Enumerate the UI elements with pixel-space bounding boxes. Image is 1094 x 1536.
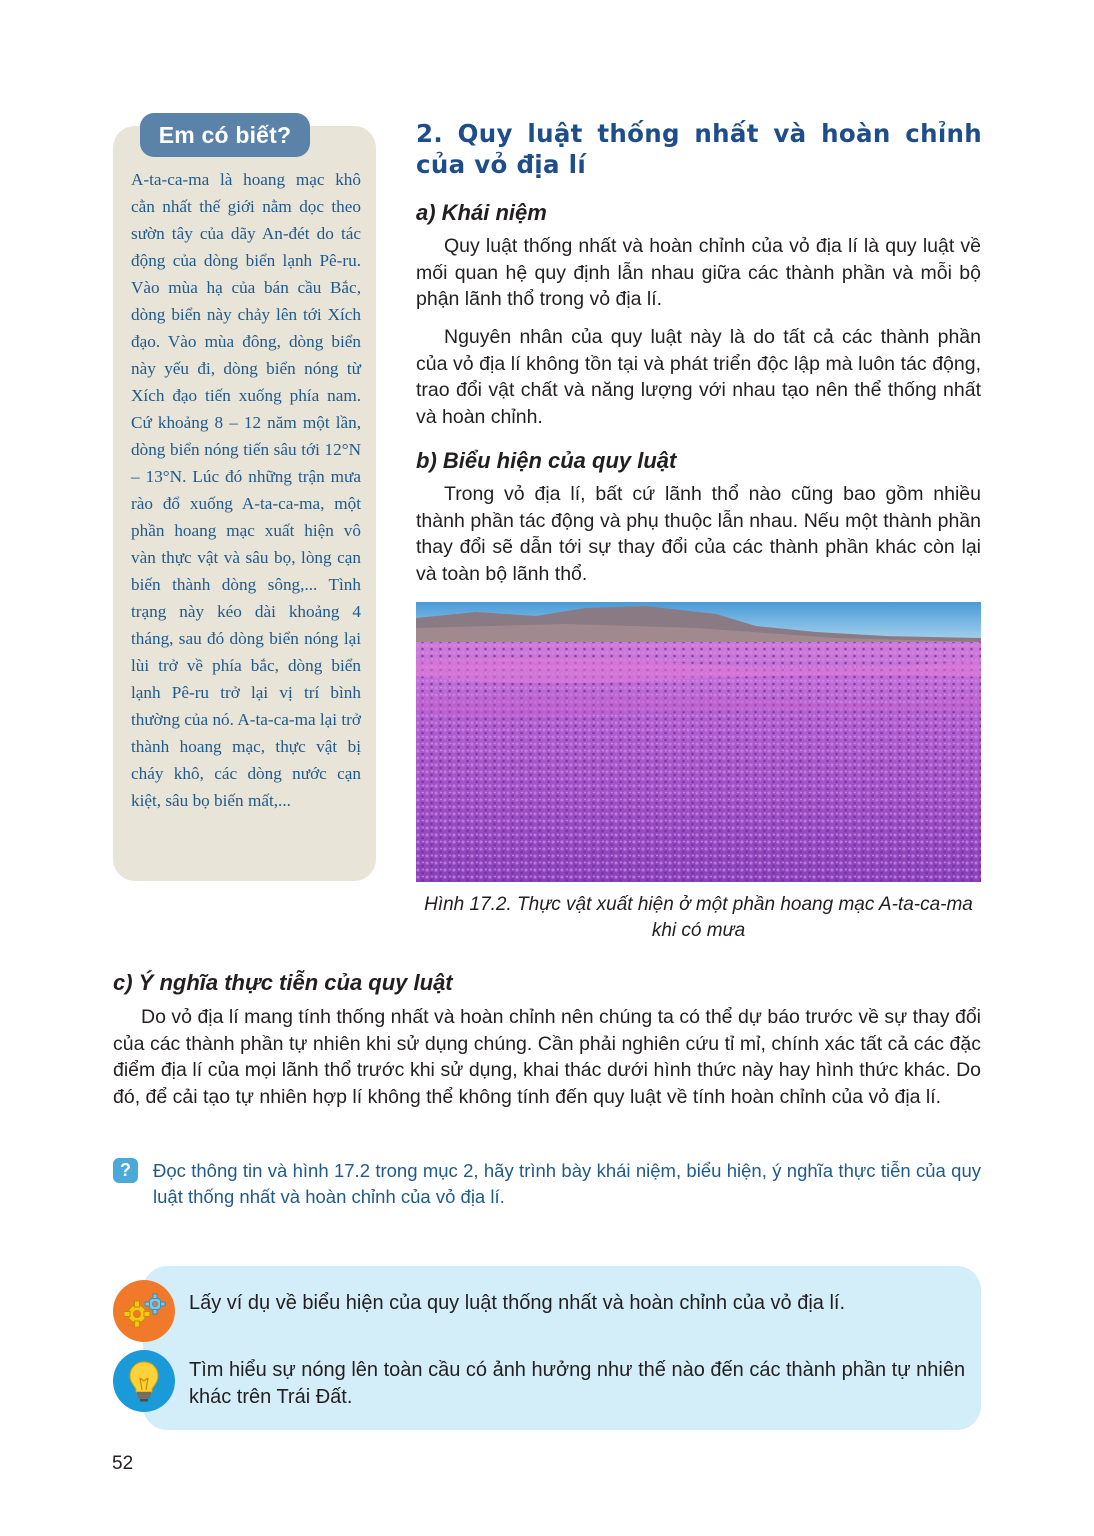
page-number: 52 <box>112 1453 134 1474</box>
gears-icon <box>113 1280 175 1342</box>
section-title: 2. Quy luật thống nhất và hoàn chỉnh của vỏ địa lí <box>416 119 982 179</box>
paragraph-b1: Trong vỏ địa lí, bất cứ lãnh thổ nào cũng bao gồm nhiều thành phần tác động và phụ thuộc lẫn nhau. Nếu một thành phần thay đổi sẽ dẫn tới sự thay đổi của các thành phần khác còn lại và toàn bộ lãnh thổ. <box>416 483 981 585</box>
subheading-c: c) Ý nghĩa thực tiễn của quy luật <box>113 970 453 995</box>
paragraph-a1: Quy luật thống nhất và hoàn chỉnh của vỏ địa lí là quy luật về mối quan hệ quy định lẫn nhau giữa các thành phần và mỗi bộ phận lãnh thổ trong vỏ địa lí. <box>416 235 981 310</box>
did-you-know-text: A-ta-ca-ma là hoang mạc khô cằn nhất thế giới nằm dọc theo sườn tây của dãy An-đét do tác động của dòng biển lạnh Pê-ru. Vào mùa hạ của bán cầu Bắc, dòng biển này chảy lên tới Xích đạo. Vào mùa đông, dòng biển này yếu đi, dòng biển nóng từ Xích đạo tiến xuống phía nam. Cứ khoảng 8 – 12 năm một lần, dòng biển nóng tiến sâu tới 12°N – 13°N. Lúc đó những trận mưa rào đổ xuống A-ta-ca-ma, một phần hoang mạc xuất hiện vô vàn thực vật và sâu bọ, lòng cạn biến thành dòng sông,... Tình trạng này kéo dài khoảng 4 tháng, sau đó dòng biển nóng lại lùi trở về phía bắc, dòng biển lạnh Pê-ru trở lại vị trí bình thường của nó. A-ta-ca-ma lại trở thành hoang mạc, thực vật bị cháy khô, các dòng nước cạn kiệt, sâu bọ biến mất,... <box>131 170 361 810</box>
paragraph-c1: Do vỏ địa lí mang tính thống nhất và hoàn chỉnh nên chúng ta có thể dự báo trước về sự thay đổi của các thành phần tự nhiên khi sử dụng chúng. Cần phải nghiên cứu tỉ mỉ, chính xác tất cả các đặc điểm địa lí của mọi lãnh thổ trước khi sử dụng, khai thác dưới hình thức này hay hình thức khác. Do đó, để cải tạo tự nhiên hợp lí không thể không tính đến quy luật về tính hoàn chỉnh của vỏ địa lí. <box>113 1006 981 1108</box>
atacama-flower-photo <box>416 602 981 882</box>
did-you-know-label: Em có biết? <box>140 113 310 157</box>
paragraph-a2: Nguyên nhân của quy luật này là do tất cả các thành phần của vỏ địa lí không tồn tại và phát triển độc lập mà luôn tác động, trao đổi vật chất và năng lượng với nhau tạo nên thể thống nhất và hoàn chỉnh. <box>416 326 981 428</box>
subheading-b: b) Biểu hiện của quy luật <box>416 448 677 473</box>
question-icon: ? <box>113 1158 138 1183</box>
question-text: Đọc thông tin và hình 17.2 trong mục 2, hãy trình bày khái niệm, biểu hiện, ý nghĩa thực tiễn của quy luật thống nhất và hoàn chỉnh của vỏ địa lí. <box>153 1160 981 1207</box>
practice-task-text: Lấy ví dụ về biểu hiện của quy luật thống nhất và hoàn chỉnh của vỏ địa lí. <box>189 1292 846 1314</box>
lightbulb-icon <box>113 1350 175 1412</box>
explore-task-text: Tìm hiểu sự nóng lên toàn cầu có ảnh hưởng như thế nào đến các thành phần tự nhiên khác trên Trái Đất. <box>189 1359 966 1408</box>
subheading-a: a) Khái niệm <box>416 200 547 225</box>
figure-caption: Hình 17.2. Thực vật xuất hiện ở một phần hoang mạc A-ta-ca-ma khi có mưa <box>424 894 973 941</box>
